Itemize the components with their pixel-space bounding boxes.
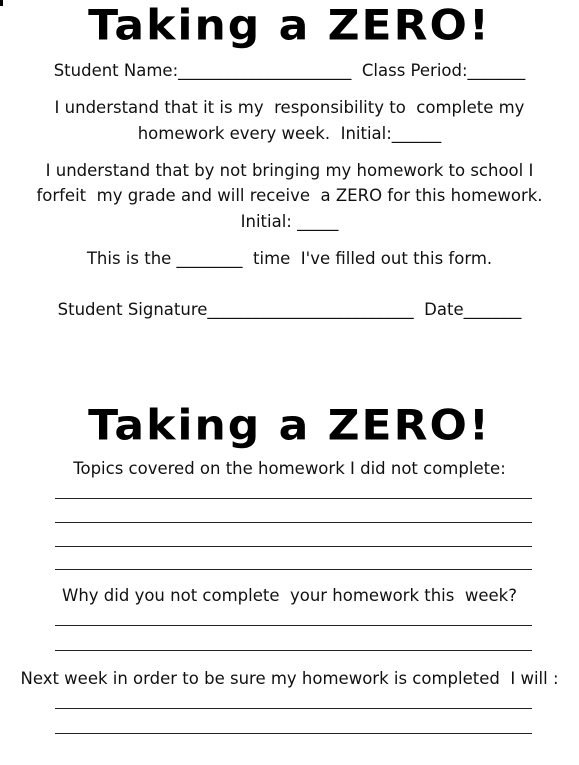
forfeit-line-2: forfeit my grade and will receive a ZERO for this homework. [36,186,543,205]
next-week-answer-line [55,733,532,734]
forfeit-line-1: I understand that by not bringing my homework to school I [45,161,534,180]
topics-answer-line [55,546,532,547]
form1-title: Taking a ZERO! [88,1,491,50]
form2-title: Taking a ZERO! [88,401,491,450]
why-answer-line [55,650,532,651]
responsibility-line-2: homework every week. Initial:______ [137,124,442,143]
forfeit-line-3: Initial: _____ [240,212,339,231]
why-prompt: Why did you not complete your homework this week? [62,586,517,605]
form-count-line: This is the ________ time I've filled out this form. [86,249,493,268]
signature-date-line: Student Signature_________________________ Date_______ [57,300,522,319]
topics-answer-line [55,522,532,523]
next-week-answer-line [55,708,532,709]
topics-answer-line [55,498,532,499]
why-answer-line [55,625,532,626]
topics-answer-line [55,569,532,570]
next-week-prompt: Next week in order to be sure my homework is completed I will : [20,669,559,688]
responsibility-line-1: I understand that it is my responsibility to complete my [54,98,525,117]
topics-prompt: Topics covered on the homework I did not complete: [73,459,506,478]
student-name-class-period-line: Student Name:_____________________ Class Period:_______ [53,61,526,80]
